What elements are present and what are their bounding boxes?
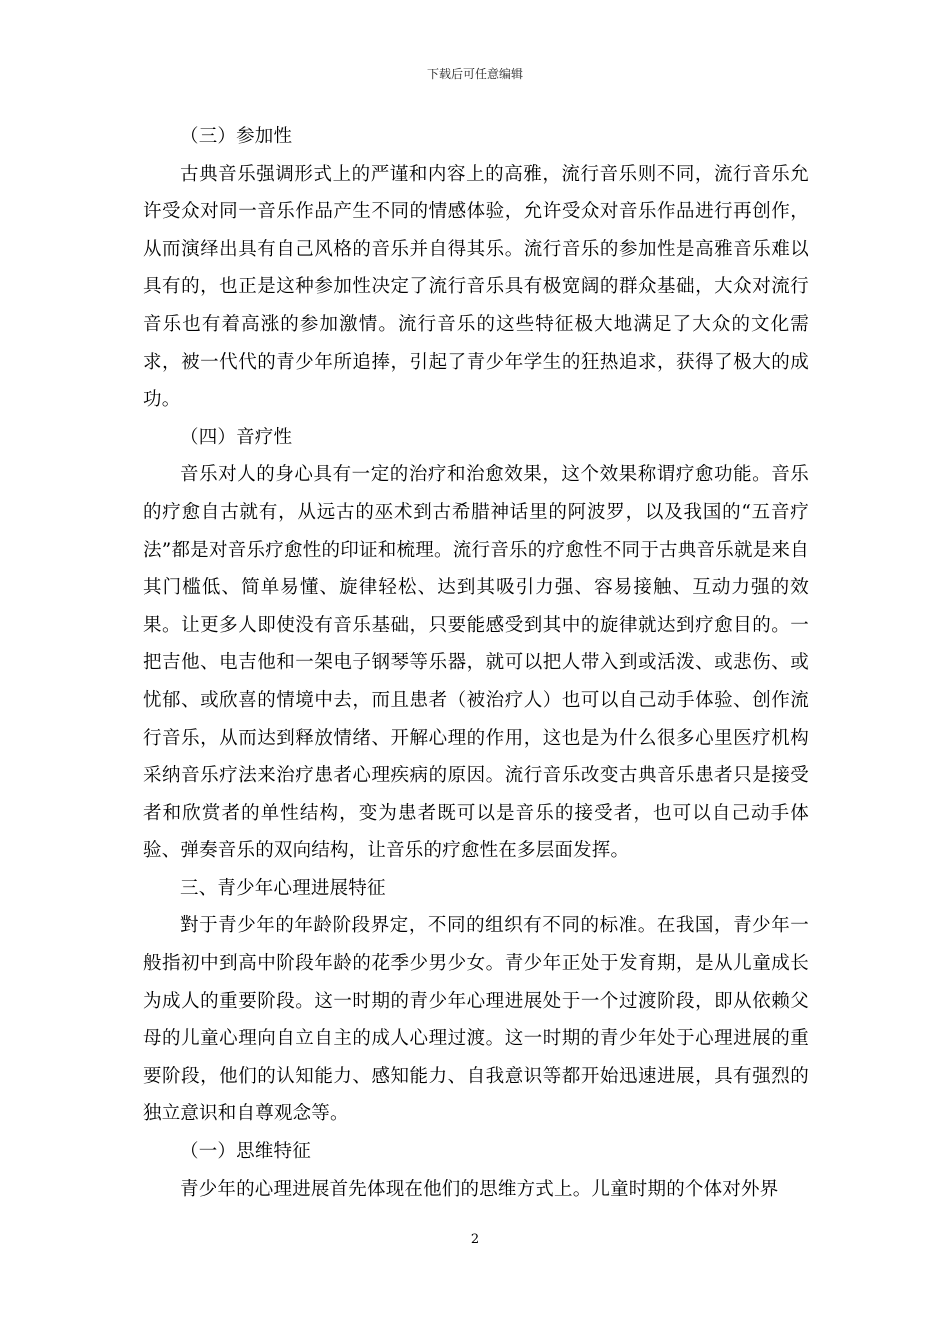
- document-body: [143, 118, 809, 1208]
- paragraph-therapy: 音乐对人的身心具有一定的治疗和治愈效果，这个效果称谓疗愈功能。音乐的疗愈自古就有，从远古的巫术到古希腊神话里的阿波罗，以及我国的“五音疗法”都是对音乐疗愈性的印证和梳理。流行音乐的疗愈性不同于古典音乐就是来自其门槛低、简单易懂、旋律轻松、达到其吸引力强、容易接触、互动力强的效果。让更多人即使没有音乐基础，只要能感受到其中的旋律就达到疗愈目的。一把吉他、电吉他和一架电子钢琴等乐器，就可以把人带入到或活泼、或悲伤、或忧郁、或欣喜的情境中去，而且患者（被治疗人）也可以自己动手体验、创作流行音乐，从而达到释放情绪、开解心理的作用，这也是为什么很多心里医疗机构采纳音乐疗法来治疗患者心理疾病的原因。流行音乐改变古典音乐患者只是接受者和欣赏者的单性结构，变为患者既可以是音乐的接受者，也可以自己动手体验、弹奏音乐的双向结构，让音乐的疗愈性在多层面发挥。: [143, 464, 809, 862]
- paragraph-participation: 古典音乐强调形式上的严谨和内容上的高雅，流行音乐则不同，流行音乐允许受众对同一音乐作品产生不同的情感体验，允许受众对音乐作品进行再创作，从而演绎出具有自己风格的音乐并自得其乐。流行音乐的参加性是高雅音乐难以具有的，也正是这种参加性决定了流行音乐具有极宽阔的群众基础，大众对流行音乐也有着高涨的参加激情。流行音乐的这些特征极大地满足了大众的文化需求，被一代代的青少年所追捧，引起了青少年学生的狂热追求，获得了极大的成功。: [143, 163, 809, 411]
- page-number: 2: [470, 1232, 480, 1247]
- paragraph-youth-psychology: 對于青少年的年龄阶段界定，不同的组织有不同的标准。在我国，青少年一般指初中到高中阶段年龄的花季少男少女。青少年正处于发育期，是从儿童成长为成人的重要阶段。这一时期的青少年心理进展处于一个过渡阶段，即从依赖父母的儿童心理向自立自主的成人心理过渡。这一时期的青少年处于心理进展的重要阶段，他们的认知能力、感知能力、自我意识等都开始迅速进展，具有强烈的独立意识和自尊观念等。: [143, 915, 809, 1125]
- paragraph-thinking: 青少年的心理进展首先体现在他们的思维方式上。儿童时期的个体对外界: [180, 1178, 779, 1200]
- page-header: 下载后可任意编辑: [426, 67, 523, 81]
- section-heading-participation: （三）参加性: [180, 126, 293, 147]
- section-heading-therapy: （四）音疗性: [180, 426, 293, 448]
- chapter-heading-youth-psychology: 三、青少年心理进展特征: [180, 877, 386, 899]
- section-heading-thinking: （一）思维特征: [180, 1141, 311, 1163]
